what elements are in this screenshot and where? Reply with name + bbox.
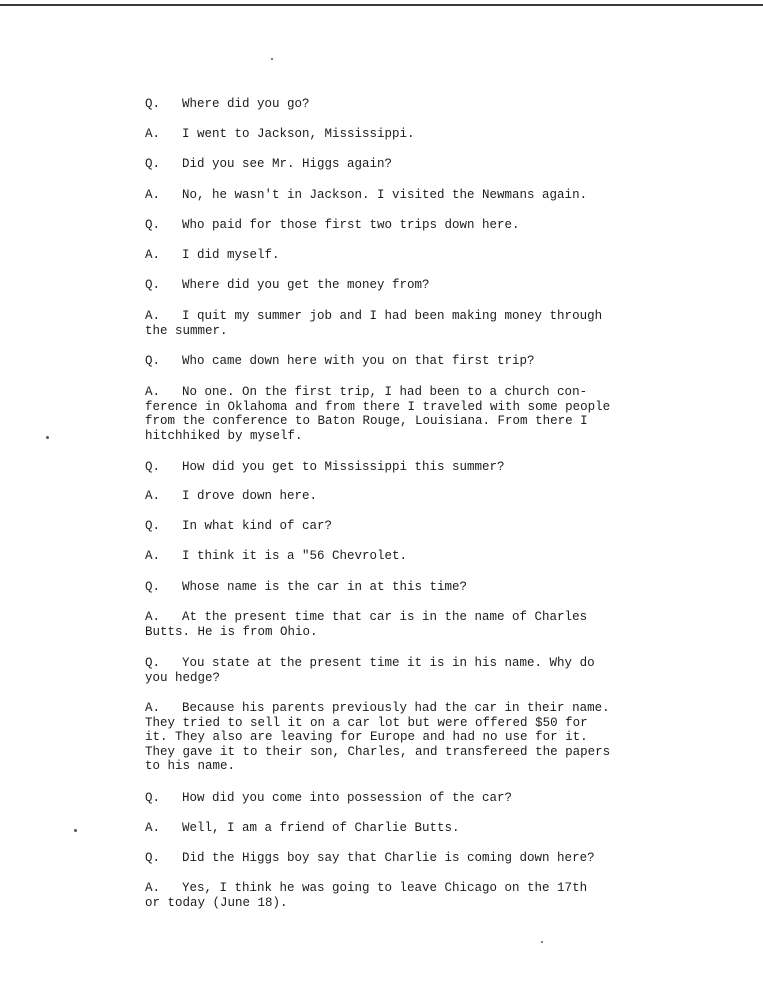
speaker-label: A. [145,821,161,835]
speaker-label: A. [145,701,161,715]
entry-text-continued: to his name. [145,759,236,773]
speaker-label: Q. [145,656,161,670]
speaker-label: Q. [145,460,161,474]
entry-text-continued: They gave it to their son, Charles, and transfereed the papers [145,744,611,759]
entry-text: How did you come into possession of the car? [182,791,513,805]
transcript-entry [145,127,725,142]
scan-speck [541,941,543,943]
speaker-label: A. [145,549,161,563]
entry-text-continued: or today (June 18). [145,895,288,910]
entry-text-continued: it. They also are leaving for Europe and had no use for it. [145,730,588,744]
entry-text: Who came down here with you on that first trip? [182,354,535,368]
transcript-entry [145,385,725,443]
transcript-entry [145,309,725,338]
entry-text: I did myself. [182,248,280,262]
entry-text-continued: the summer. [145,323,228,338]
entry-text: Who paid for those first two trips down here. [182,218,520,232]
transcript-entry [145,580,725,595]
transcript-entry [145,851,725,866]
speaker-label: A. [145,385,161,399]
transcript-entry [145,610,725,639]
entry-text: I went to Jackson, Mississippi. [182,127,415,141]
entry-text-continued: you hedge? [145,670,221,685]
transcript-entry [145,881,725,910]
entry-text: Did the Higgs boy say that Charlie is coming down here? [182,851,595,865]
transcript-entry [145,248,725,263]
speaker-label: Q. [145,278,161,292]
entry-text: I quit my summer job and I had been making money through [182,309,603,323]
scan-speck [271,58,273,60]
entry-text: I think it is a "56 Chevrolet. [182,549,408,563]
speaker-label: Q. [145,157,161,171]
entry-text: Well, I am a friend of Charlie Butts. [182,821,460,835]
entry-text: Yes, I think he was going to leave Chicago on the 17th [182,881,588,895]
entry-text-continued: Butts. He is from Ohio. [145,624,318,639]
entry-text: Did you see Mr. Higgs again? [182,157,393,171]
scan-speck [46,436,49,439]
entry-text: At the present time that car is in the name of Charles [182,610,588,624]
transcript-entry [145,549,725,564]
entry-text-continued: hitchhiked by myself. [145,428,303,443]
speaker-label: A. [145,248,161,262]
entry-text: Whose name is the car in at this time? [182,580,468,594]
speaker-label: Q. [145,580,161,594]
entry-text: You state at the present time it is in his name. Why do [182,656,595,670]
entry-text: Where did you get the money from? [182,278,430,292]
speaker-label: A. [145,489,161,503]
speaker-label: Q. [145,218,161,232]
speaker-label: A. [145,188,161,202]
transcript-entry [145,218,725,233]
entry-text: Because his parents previously had the car in their name. [182,701,610,715]
speaker-label: Q. [145,519,161,533]
speaker-label: A. [145,127,161,141]
entry-text-continued: ference in Oklahoma and from there I traveled with some people [145,399,611,414]
transcript-entry [145,460,725,475]
transcript-entry [145,791,725,806]
transcript-entry [145,157,725,172]
entry-text: I drove down here. [182,489,318,503]
entry-text: No one. On the first trip, I had been to a church con- [182,385,588,399]
transcript-entry [145,97,725,112]
speaker-label: Q. [145,791,161,805]
transcript-entry [145,821,725,836]
speaker-label: A. [145,309,161,323]
top-edge-rule [0,4,763,6]
transcript-entry [145,656,725,685]
transcript-entry [145,188,725,203]
entry-text: How did you get to Mississippi this summer? [182,460,505,474]
transcript-entry [145,489,725,504]
transcript-entry [145,354,725,369]
entry-text-continued: from the conference to Baton Rouge, Louisiana. From there I [145,414,588,428]
entry-text-continued: They tried to sell it on a car lot but were offered $50 for [145,715,588,730]
transcript-entry [145,519,725,534]
entry-text: In what kind of car? [182,519,333,533]
speaker-label: Q. [145,97,161,111]
speaker-label: Q. [145,354,161,368]
speaker-label: A. [145,881,161,895]
speaker-label: Q. [145,851,161,865]
scan-speck [74,829,77,832]
entry-text: No, he wasn't in Jackson. I visited the Newmans again. [182,188,588,202]
transcript-entry [145,278,725,293]
speaker-label: A. [145,610,161,624]
entry-text: Where did you go? [182,97,310,111]
transcript-entry [145,701,725,774]
